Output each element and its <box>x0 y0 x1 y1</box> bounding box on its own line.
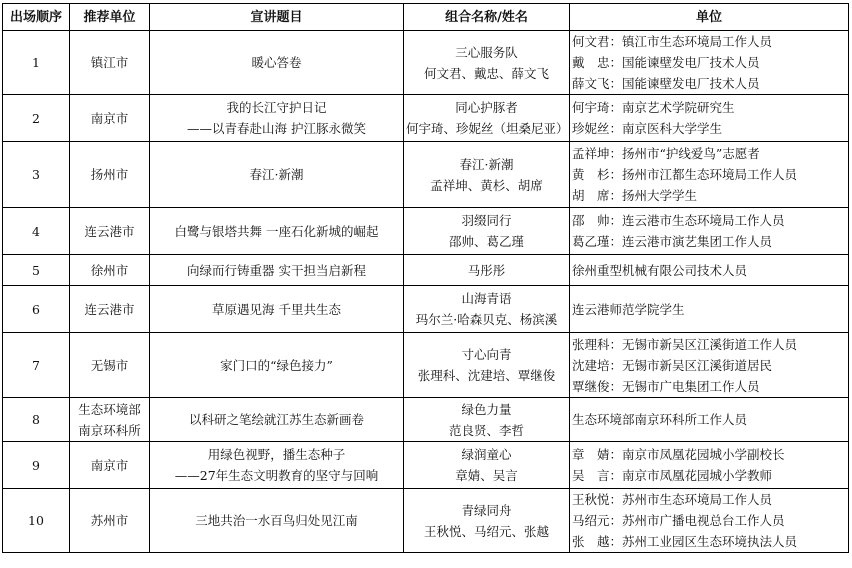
recommending-unit-line: 南京市 <box>90 110 129 126</box>
team-line: 春江·新潮 <box>459 156 514 172</box>
order-cell: 6 <box>3 286 70 333</box>
team-line: 玛尔兰·哈森贝克、杨滨溪 <box>415 312 558 327</box>
recommending-unit-line: 苏州市 <box>90 513 129 528</box>
team-line: 青绿同舟 <box>461 502 512 518</box>
recommending-unit-cell <box>70 142 150 208</box>
affiliation-cell <box>570 489 849 553</box>
affiliation-line: 王秋悦：苏州市生态环境局工作人员 <box>572 492 773 507</box>
order-cell: 3 <box>3 142 70 208</box>
table-row <box>3 286 849 333</box>
table-row <box>3 489 849 553</box>
affiliation-line: 徐州重型机械有限公司技术人员 <box>572 262 748 278</box>
affiliation-line: 黄 杉：扬州市江都生态环境局工作人员 <box>572 167 798 182</box>
talk-title-cell <box>150 286 404 333</box>
affiliation-cell <box>570 95 849 142</box>
talk-title-cell <box>150 95 404 142</box>
header-recommending-unit: 推荐单位 <box>70 4 150 31</box>
team-cell <box>404 489 570 553</box>
team-line: 范良贤、李哲 <box>448 422 524 438</box>
affiliation-line: 珍妮丝：南京医科大学学生 <box>572 121 723 136</box>
team-line: 羽缀同行 <box>461 213 512 228</box>
recommending-unit-cell <box>70 398 150 442</box>
affiliation-line: 戴 忠：国能谏壁发电厂技术人员 <box>572 55 760 70</box>
talk-title-cell <box>150 255 404 286</box>
team-cell <box>404 95 570 142</box>
talk-title-line: 三地共治一水百鸟归处见江南 <box>195 513 358 528</box>
team-line: 张理科、沈建培、覃继俊 <box>417 368 556 383</box>
affiliation-line: 葛乙瑾：连云港市演艺集团工作人员 <box>572 234 773 249</box>
talk-title-line: 以科研之笔绘就江苏生态新画卷 <box>188 412 364 427</box>
table-row <box>3 255 849 286</box>
team-line: 邵帅、葛乙瑾 <box>448 234 524 249</box>
table-row <box>3 398 849 442</box>
team-cell <box>404 398 570 442</box>
affiliation-line: 何文君：镇江市生态环境局工作人员 <box>572 34 773 49</box>
recommending-unit-line: 连云港市 <box>84 223 135 239</box>
team-line: 同心护豚者 <box>455 100 518 115</box>
team-line: 山海青语 <box>461 291 512 306</box>
team-cell <box>404 255 570 286</box>
affiliation-line: 连云港师范学院学生 <box>572 301 685 317</box>
affiliation-line: 孟祥坤：扬州市“护线爱鸟”志愿者 <box>572 146 760 161</box>
recommending-unit-line: 生态环境部 <box>78 401 141 417</box>
affiliation-line: 生态环境部南京环科所工作人员 <box>572 412 748 427</box>
team-line: 寸心向青 <box>461 347 512 362</box>
team-cell <box>404 142 570 208</box>
table-row <box>3 31 849 95</box>
affiliation-cell <box>570 142 849 208</box>
affiliation-cell <box>570 286 849 333</box>
recommending-unit-line: 扬州市 <box>90 167 129 182</box>
affiliation-line: 章 婧：南京市凤凰花园城小学副校长 <box>572 447 785 462</box>
team-line: 绿润童心 <box>461 447 512 462</box>
talk-title-cell <box>150 31 404 95</box>
team-line: 何宇琦、珍妮丝（坦桑尼亚） <box>406 121 569 136</box>
talk-title-line: ——以青春赴山海 护江豚永微笑 <box>187 121 366 136</box>
talk-title-cell <box>150 333 404 398</box>
talk-title-cell <box>150 398 404 442</box>
recommending-unit-cell <box>70 31 150 95</box>
affiliation-cell <box>570 398 849 442</box>
talk-title-line: 向绿而行铸重器 实干担当启新程 <box>187 262 366 278</box>
header-order: 出场顺序 <box>3 4 70 31</box>
affiliation-line: 张 越：苏州工业园区生态环境执法人员 <box>572 534 798 549</box>
team-cell <box>404 31 570 95</box>
affiliation-line: 覃继俊：无锡市广电集团工作人员 <box>572 378 760 394</box>
recommending-unit-line: 连云港市 <box>84 301 135 317</box>
team-line: 绿色力量 <box>461 401 512 417</box>
recommending-unit-cell <box>70 489 150 553</box>
order-cell: 10 <box>3 489 70 553</box>
team-cell <box>404 333 570 398</box>
affiliation-line: 薛文飞：国能谏壁发电厂技术人员 <box>572 76 760 91</box>
team-cell <box>404 208 570 255</box>
affiliation-line: 吴 言：南京市凤凰花园城小学教师 <box>572 468 773 483</box>
order-cell: 7 <box>3 333 70 398</box>
order-cell: 4 <box>3 208 70 255</box>
table-row <box>3 208 849 255</box>
talk-title-cell <box>150 442 404 489</box>
talk-title-line: 暖心答卷 <box>251 55 302 70</box>
talk-title-line: 家门口的“绿色接力” <box>220 357 333 373</box>
table-body <box>3 31 849 553</box>
affiliation-line: 邵 帅：连云港市生态环境局工作人员 <box>572 213 785 228</box>
team-line: 孟祥坤、黄杉、胡席 <box>430 177 543 193</box>
talk-title-line: 白鹭与银塔共舞 一座石化新城的崛起 <box>174 223 379 239</box>
order-cell: 8 <box>3 398 70 442</box>
recommending-unit-cell <box>70 333 150 398</box>
talk-title-line: ——27年生态文明教育的坚守与回响 <box>174 468 379 483</box>
affiliation-cell <box>570 31 849 95</box>
table-row <box>3 442 849 489</box>
team-line: 王秋悦、马绍元、张越 <box>423 523 549 539</box>
affiliation-cell <box>570 333 849 398</box>
affiliation-cell <box>570 208 849 255</box>
program-table <box>2 3 849 553</box>
recommending-unit-line: 南京环科所 <box>78 422 141 438</box>
talk-title-cell <box>150 208 404 255</box>
order-cell: 2 <box>3 95 70 142</box>
team-line: 何文君、戴忠、薛文飞 <box>423 65 549 81</box>
affiliation-line: 何宇琦：南京艺术学院研究生 <box>572 100 735 115</box>
recommending-unit-line: 镇江市 <box>90 55 129 70</box>
affiliation-line: 张理科：无锡市新吴区江溪街道工作人员 <box>572 336 798 352</box>
affiliation-line: 马绍元：苏州市广播电视总台工作人员 <box>572 513 785 528</box>
talk-title-line: 春江·新潮 <box>249 167 304 182</box>
header-affiliation: 单位 <box>570 4 849 31</box>
header-row <box>3 4 849 31</box>
table-row <box>3 142 849 208</box>
affiliation-cell <box>570 255 849 286</box>
team-line: 章婧、吴言 <box>455 468 518 483</box>
recommending-unit-cell <box>70 442 150 489</box>
header-talk-title: 宣讲题目 <box>150 4 404 31</box>
order-cell: 5 <box>3 255 70 286</box>
recommending-unit-cell <box>70 286 150 333</box>
talk-title-cell <box>150 489 404 553</box>
recommending-unit-cell <box>70 95 150 142</box>
recommending-unit-line: 徐州市 <box>90 262 129 278</box>
affiliation-line: 沈建培：无锡市新吴区江溪街道居民 <box>572 357 773 373</box>
recommending-unit-line: 无锡市 <box>90 357 129 373</box>
team-line: 马彤彤 <box>467 262 506 278</box>
recommending-unit-cell <box>70 208 150 255</box>
header-team-name: 组合名称/姓名 <box>404 4 570 31</box>
table-row <box>3 95 849 142</box>
team-cell <box>404 442 570 489</box>
talk-title-line: 我的长江守护日记 <box>226 100 327 115</box>
order-cell: 1 <box>3 31 70 95</box>
team-line: 三心服务队 <box>455 44 518 60</box>
team-cell <box>404 286 570 333</box>
affiliation-line: 胡 席：扬州大学学生 <box>572 188 698 203</box>
recommending-unit-line: 南京市 <box>90 457 129 473</box>
affiliation-cell <box>570 442 849 489</box>
talk-title-line: 用绿色视野，播生态种子 <box>207 447 346 462</box>
table-row <box>3 333 849 398</box>
recommending-unit-cell <box>70 255 150 286</box>
order-cell: 9 <box>3 442 70 489</box>
talk-title-line: 草原遇见海 千里共生态 <box>212 301 341 317</box>
talk-title-cell <box>150 142 404 208</box>
